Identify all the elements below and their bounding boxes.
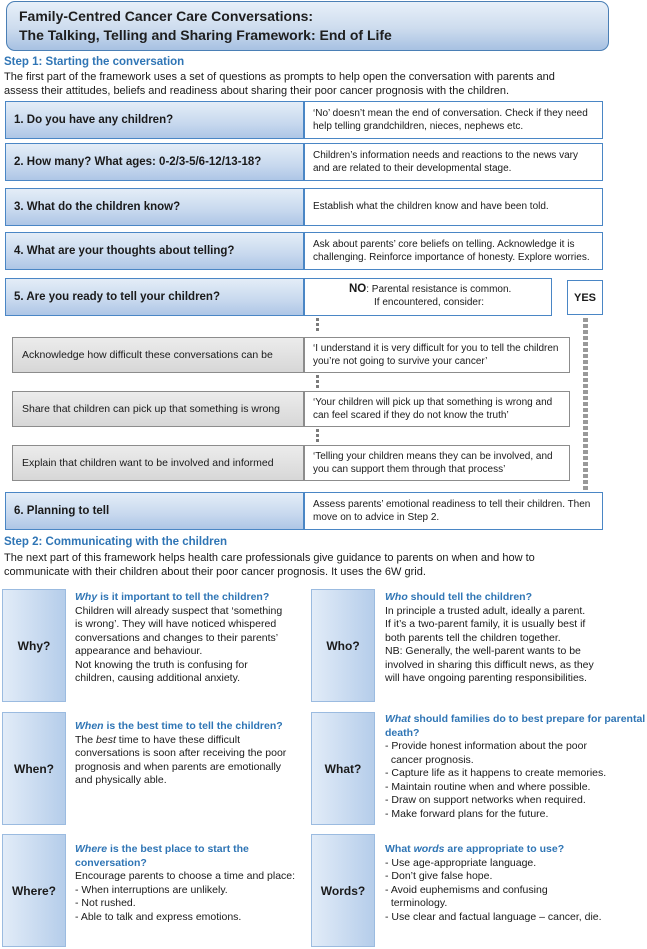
grid-words-question: What words are appropriate to use? [385, 843, 565, 855]
connector-2 [316, 375, 319, 389]
grid-why-line: conversations and changes to their parents’ [75, 631, 279, 644]
answer-6: Assess parents’ emotional readiness to tell their children. Then move on to advice in Step 2. [304, 492, 603, 530]
grid-what-line: cancer prognosis. [385, 753, 474, 766]
grid-words-line: terminology. [385, 897, 448, 909]
grid-why-line: children, causing additional anxiety. [75, 672, 240, 684]
grid-where-line: - Not rushed. [75, 897, 136, 909]
grid-what-line: - Make forward plans for the future. [385, 807, 549, 820]
grid-when-line: and physically able. [75, 774, 167, 786]
step1-intro-line-2: assess their attitudes, beliefs and readiness about sharing their poor cancer prognosis with the children. [4, 85, 510, 97]
grid-where-line: Encourage parents to choose a time and place: [75, 870, 296, 882]
grid-tile-words: Words? [311, 834, 375, 947]
connector-3 [316, 429, 319, 443]
consider-action-2: Share that children can pick up that something is wrong [12, 391, 304, 427]
grid-who-content [385, 591, 645, 686]
answer-3: Establish what the children know and have been told. [304, 188, 603, 226]
grid-words-line: - Don’t give false hope. [385, 870, 493, 882]
grid-words-line: - Avoid euphemisms and confusing [385, 883, 548, 896]
grid-who-question: Who should tell the children? [385, 591, 533, 603]
answer-4: Ask about parents’ core beliefs on telling. Acknowledge it is challenging. Reinforce importance of honesty. Explore worries. [304, 232, 603, 270]
consider-quote-1: ‘I understand it is very difficult for you to tell the children you’re not going to survive your cancer’ [304, 337, 570, 373]
grid-what-line: - Maintain routine when and where possible. [385, 780, 591, 793]
consider-action-3: Explain that children want to be involved and informed [12, 445, 304, 481]
consider-quote-2: ‘Your children will pick up that something is wrong and can feel scared if they do not know the truth’ [304, 391, 570, 427]
question-4: 4. What are your thoughts about telling? [5, 232, 304, 270]
grid-where-question: Where is the best place to start the [75, 843, 249, 855]
grid-who-line: both parents tell the children together. [385, 631, 561, 644]
grid-why-line: appearance and behaviour. [75, 645, 203, 657]
grid-words-line: - Use age-appropriate language. [385, 856, 537, 869]
grid-who-line: NB: Generally, the well-parent wants to be [385, 645, 581, 657]
grid-when-line: conversations is soon after receiving the poor [75, 747, 287, 759]
grid-words-content [385, 843, 645, 924]
no-text-2: If encountered, consider: [374, 297, 485, 308]
grid-what-question: What should families do to best prepare for parental [385, 713, 646, 725]
grid-who-line: In principle a trusted adult, ideally a parent. [385, 604, 586, 617]
grid-words-line: - Use clear and factual language – cancer, die. [385, 910, 602, 923]
yes-connector [583, 318, 588, 490]
connector-1 [316, 318, 319, 333]
grid-where-line: - Able to talk and express emotions. [75, 910, 242, 923]
step1-intro-line-1: The first part of the framework uses a set of questions as prompts to help open the conversation with parents and [4, 71, 555, 83]
grid-when-line: prognosis and when parents are emotionally [75, 760, 282, 773]
grid-when-question: When is the best time to tell the children? [75, 720, 283, 732]
grid-who-line: will have ongoing parenting responsibilities. [385, 672, 587, 684]
answer-2: Children’s information needs and reactions to the news vary and are related to their developmental stage. [304, 143, 603, 181]
answer-1: ‘No’ doesn’t mean the end of conversation. Check if they need help telling grandchildren, nieces, nephews etc. [304, 101, 603, 139]
grid-why-content [75, 591, 300, 686]
grid-tile-where: Where? [2, 834, 66, 947]
title-line-2: The Talking, Telling and Sharing Framework: End of Life [19, 27, 392, 43]
consider-action-1: Acknowledge how difficult these conversations can be [12, 337, 304, 373]
grid-why-question: Why is it important to tell the children? [75, 591, 270, 603]
title-line-1: Family-Centred Cancer Care Conversations: [19, 8, 314, 24]
question-2: 2. How many? What ages: 0-2/3-5/6-12/13-18? [5, 143, 304, 181]
grid-who-line: If it’s a two-parent family, it is usually best if [385, 618, 586, 630]
step1-heading: Step 1: Starting the conversation [4, 56, 185, 68]
grid-what-line: - Provide honest information about the poor [385, 740, 587, 752]
grid-what-content [385, 713, 647, 821]
grid-where-content [75, 843, 300, 924]
grid-what-line: - Draw on support networks when required. [385, 794, 586, 806]
grid-what-line: - Capture life as it happens to create memories. [385, 767, 607, 779]
title-banner [6, 1, 609, 51]
grid-tile-why: Why? [2, 589, 66, 702]
no-label: NO [349, 283, 367, 295]
step2-intro-line-2: communicate with their children about their poor cancer prognosis. It uses the 6W grid. [4, 566, 426, 578]
question-5: 5. Are you ready to tell your children? [5, 278, 304, 316]
question-3: 3. What do the children know? [5, 188, 304, 226]
grid-when-line: The best time to have these difficult [75, 733, 240, 746]
grid-where-line: - When interruptions are unlikely. [75, 883, 228, 896]
question-1: 1. Do you have any children? [5, 101, 304, 139]
grid-tile-who: Who? [311, 589, 375, 702]
step2-heading: Step 2: Communicating with the children [4, 536, 227, 548]
yes-box: YES [567, 280, 603, 315]
no-box [304, 278, 552, 316]
grid-why-line: is wrong’. They will have noticed whispered [75, 618, 277, 630]
grid-tile-what: What? [311, 712, 375, 825]
step2-intro-line-1: The next part of this framework helps health care professionals give guidance to parents on when and how to [4, 552, 535, 564]
no-text-1: : Parental resistance is common. [366, 284, 512, 295]
grid-when-content [75, 720, 300, 788]
question-6: 6. Planning to tell [5, 492, 304, 530]
grid-tile-when: When? [2, 712, 66, 825]
grid-why-line: Children will already suspect that ‘something [75, 604, 283, 617]
grid-where-question-line-2: conversation? [75, 856, 147, 869]
grid-what-question-line-2: death? [385, 726, 420, 739]
consider-quote-3: ‘Telling your children means they can be involved, and you can support them through that process’ [304, 445, 570, 481]
grid-who-line: involved in sharing this difficult news, as they [385, 658, 594, 671]
grid-why-line: Not knowing the truth is confusing for [75, 658, 248, 671]
